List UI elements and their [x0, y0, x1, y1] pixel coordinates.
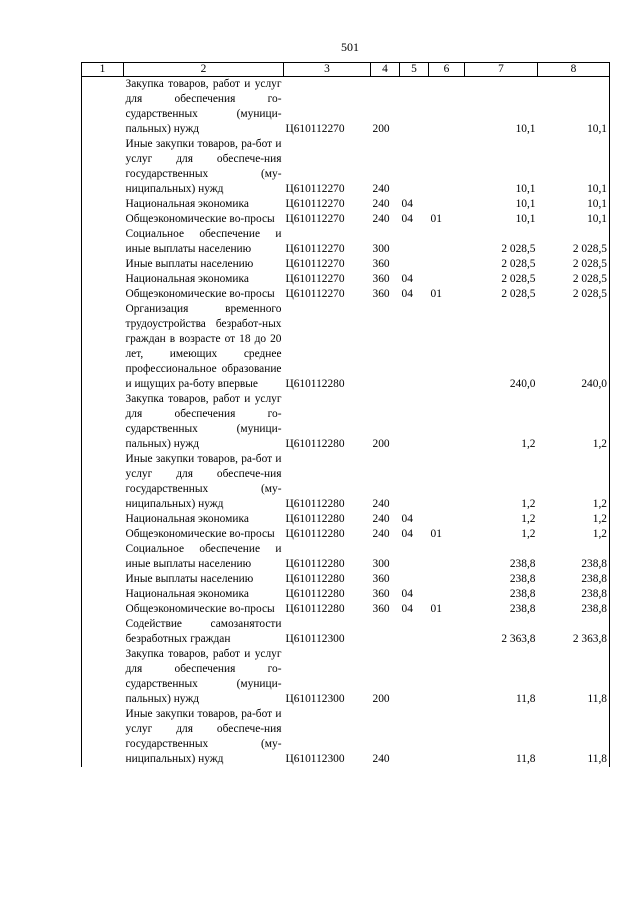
section-code: 04 — [401, 588, 413, 600]
amount-2022: 10,1 — [538, 137, 610, 197]
section-code — [400, 392, 429, 452]
amount-2021: 10,1 — [515, 198, 536, 210]
amount-2021: 11,8 — [515, 753, 536, 765]
amount-2022: 2 028,5 — [538, 227, 610, 257]
amount-2021: 2 363,8 — [501, 633, 536, 645]
amount-2022: 11,8 — [538, 707, 610, 767]
subsection-code — [429, 257, 465, 272]
expense-name: Иные выплаты населению — [125, 258, 254, 270]
header-col-4: 4 — [371, 63, 400, 77]
expense-type: 200 — [372, 123, 390, 135]
amount-2021: 1,2 — [521, 438, 536, 450]
row-spacer — [82, 602, 124, 617]
header-col-7: 7 — [465, 63, 538, 77]
expense-type: 240 — [372, 213, 390, 225]
expense-type: 200 — [372, 438, 390, 450]
expense-name: Закупка товаров, работ и услуг для обеспечения го-сударственных (муници-пальных) нужд — [125, 393, 282, 450]
section-code: 04 — [401, 198, 413, 210]
expense-name: Национальная экономика — [125, 513, 249, 525]
table-row — [82, 227, 610, 257]
table-body — [82, 77, 610, 768]
row-spacer — [82, 272, 124, 287]
page-number: 501 — [341, 40, 359, 54]
row-spacer — [82, 197, 124, 212]
amount-2022: 238,8 — [538, 587, 610, 602]
expense-name: Национальная экономика — [125, 198, 249, 210]
section-code — [400, 707, 429, 767]
expense-type: 240 — [372, 183, 390, 195]
amount-2022: 1,2 — [538, 512, 610, 527]
amount-2021: 240,0 — [509, 378, 536, 390]
expense-type: 240 — [372, 498, 390, 510]
target-code: Ц610112270 — [285, 183, 345, 195]
table-row — [82, 287, 610, 302]
table-row — [82, 302, 610, 392]
amount-2022: 11,8 — [538, 647, 610, 707]
amount-2021: 2 028,5 — [501, 273, 536, 285]
table-row — [82, 572, 610, 587]
target-code: Ц610112280 — [285, 573, 345, 585]
row-spacer — [82, 647, 124, 707]
header-col-5: 5 — [400, 63, 429, 77]
table-row — [82, 707, 610, 767]
target-code: Ц610112280 — [285, 603, 345, 615]
header-col-3: 3 — [284, 63, 371, 77]
table-row — [82, 452, 610, 512]
subsection-code — [429, 647, 465, 707]
section-code — [400, 227, 429, 257]
expense-type — [371, 302, 400, 392]
table-row — [82, 542, 610, 572]
subsection-code: 01 — [430, 213, 442, 225]
target-code: Ц610112270 — [285, 123, 345, 135]
amount-2021: 10,1 — [515, 123, 536, 135]
expense-type: 240 — [372, 753, 390, 765]
section-code — [400, 302, 429, 392]
subsection-code — [429, 392, 465, 452]
expense-type: 300 — [372, 558, 390, 570]
row-spacer — [82, 77, 124, 138]
subsection-code — [429, 302, 465, 392]
expense-type: 360 — [372, 288, 390, 300]
subsection-code — [429, 227, 465, 257]
expense-name: Закупка товаров, работ и услуг для обеспечения го-сударственных (муници-пальных) нужд — [125, 648, 282, 705]
expense-type: 360 — [372, 603, 390, 615]
expense-name: Организация временного трудоустройства безработ-ных граждан в возрасте от 18 до 20 лет, имеющих среднее профессиональное образование и ищущих ра-боту впервые — [125, 303, 282, 390]
expense-type: 300 — [372, 243, 390, 255]
expense-name: Социальное обеспечение и иные выплаты населению — [125, 543, 282, 570]
section-code — [400, 572, 429, 587]
amount-2021: 238,8 — [509, 558, 536, 570]
subsection-code — [429, 512, 465, 527]
target-code: Ц610112280 — [285, 528, 345, 540]
expense-name: Общеэкономические во-просы — [125, 528, 275, 540]
expense-type: 360 — [372, 258, 390, 270]
expense-type: 360 — [372, 573, 390, 585]
amount-2022: 10,1 — [538, 197, 610, 212]
row-spacer — [82, 137, 124, 197]
section-code — [400, 647, 429, 707]
expense-name: Общеэкономические во-просы — [125, 288, 275, 300]
amount-2022: 238,8 — [538, 602, 610, 617]
table-row — [82, 512, 610, 527]
row-spacer — [82, 302, 124, 392]
header-col-6: 6 — [429, 63, 465, 77]
section-code — [400, 452, 429, 512]
amount-2022: 238,8 — [538, 542, 610, 572]
expense-name: Иные закупки товаров, ра-бот и услуг для обеспече-ния государственных (му-ниципальных) нужд — [125, 138, 282, 195]
amount-2022: 2 028,5 — [538, 257, 610, 272]
row-spacer — [82, 257, 124, 272]
row-spacer — [82, 587, 124, 602]
subsection-code — [429, 542, 465, 572]
expense-name: Иные закупки товаров, ра-бот и услуг для обеспече-ния государственных (му-ниципальных) нужд — [125, 453, 282, 510]
section-code — [400, 617, 429, 647]
row-spacer — [82, 572, 124, 587]
header-col-8: 8 — [538, 63, 610, 77]
budget-table — [81, 62, 610, 767]
expense-name: Общеэкономические во-просы — [125, 603, 275, 615]
amount-2021: 2 028,5 — [501, 258, 536, 270]
header-col-1: 1 — [82, 63, 124, 77]
target-code: Ц610112280 — [285, 378, 345, 390]
amount-2021: 238,8 — [509, 588, 536, 600]
target-code: Ц610112280 — [285, 438, 345, 450]
row-spacer — [82, 527, 124, 542]
amount-2022: 1,2 — [538, 392, 610, 452]
table-row — [82, 212, 610, 227]
section-code — [400, 542, 429, 572]
expense-name: Национальная экономика — [125, 273, 249, 285]
row-spacer — [82, 512, 124, 527]
amount-2022: 2 363,8 — [538, 617, 610, 647]
expense-name: Закупка товаров, работ и услуг для обеспечения го-сударственных (муници-пальных) нужд — [125, 78, 282, 135]
table-row — [82, 527, 610, 542]
target-code: Ц610112270 — [285, 243, 345, 255]
section-code: 04 — [401, 213, 413, 225]
row-spacer — [82, 452, 124, 512]
target-code: Ц610112300 — [285, 633, 345, 645]
amount-2022: 238,8 — [538, 572, 610, 587]
subsection-code: 01 — [430, 288, 442, 300]
row-spacer — [82, 707, 124, 767]
amount-2021: 10,1 — [515, 183, 536, 195]
table-row — [82, 647, 610, 707]
subsection-code: 01 — [430, 528, 442, 540]
table-row — [82, 197, 610, 212]
amount-2022: 10,1 — [538, 77, 610, 138]
row-spacer — [82, 212, 124, 227]
target-code: Ц610112270 — [285, 273, 345, 285]
expense-name: Национальная экономика — [125, 588, 249, 600]
section-code: 04 — [401, 513, 413, 525]
table-row — [82, 257, 610, 272]
target-code: Ц610112300 — [285, 753, 345, 765]
expense-name: Иные выплаты населению — [125, 573, 254, 585]
section-code: 04 — [401, 288, 413, 300]
row-spacer — [82, 227, 124, 257]
table-row — [82, 617, 610, 647]
target-code: Ц610112270 — [285, 198, 345, 210]
amount-2022: 1,2 — [538, 527, 610, 542]
amount-2021: 11,8 — [515, 693, 536, 705]
amount-2021: 1,2 — [521, 528, 536, 540]
amount-2021: 238,8 — [509, 603, 536, 615]
subsection-code: 01 — [430, 603, 442, 615]
amount-2021: 10,1 — [515, 213, 536, 225]
amount-2022: 240,0 — [538, 302, 610, 392]
amount-2022: 1,2 — [538, 452, 610, 512]
amount-2021: 1,2 — [521, 513, 536, 525]
amount-2022: 2 028,5 — [538, 272, 610, 287]
subsection-code — [429, 77, 465, 138]
expense-type — [371, 617, 400, 647]
expense-type: 200 — [372, 693, 390, 705]
target-code: Ц610112270 — [285, 258, 345, 270]
amount-2021: 1,2 — [521, 498, 536, 510]
section-code — [400, 137, 429, 197]
expense-name: Содействие самозанятости безработных граждан — [125, 618, 282, 645]
row-spacer — [82, 392, 124, 452]
table-row — [82, 587, 610, 602]
amount-2022: 2 028,5 — [538, 287, 610, 302]
expense-type: 240 — [372, 513, 390, 525]
target-code: Ц610112280 — [285, 558, 345, 570]
row-spacer — [82, 287, 124, 302]
header-row — [82, 63, 610, 77]
amount-2021: 238,8 — [509, 573, 536, 585]
subsection-code — [429, 617, 465, 647]
amount-2021: 2 028,5 — [501, 288, 536, 300]
expense-name: Общеэкономические во-просы — [125, 213, 275, 225]
section-code: 04 — [401, 528, 413, 540]
target-code: Ц610112280 — [285, 513, 345, 525]
target-code: Ц610112270 — [285, 288, 345, 300]
target-code: Ц610112270 — [285, 213, 345, 225]
expense-name: Иные закупки товаров, ра-бот и услуг для обеспече-ния государственных (му-ниципальных) нужд — [125, 708, 282, 765]
subsection-code — [429, 587, 465, 602]
amount-2022: 10,1 — [538, 212, 610, 227]
row-spacer — [82, 542, 124, 572]
expense-name: Социальное обеспечение и иные выплаты населению — [125, 228, 282, 255]
table-row — [82, 77, 610, 138]
target-code: Ц610112280 — [285, 498, 345, 510]
section-code: 04 — [401, 273, 413, 285]
subsection-code — [429, 572, 465, 587]
subsection-code — [429, 452, 465, 512]
subsection-code — [429, 137, 465, 197]
amount-2021: 2 028,5 — [501, 243, 536, 255]
target-code: Ц610112300 — [285, 693, 345, 705]
table-row — [82, 602, 610, 617]
table-row — [82, 137, 610, 197]
expense-type: 360 — [372, 588, 390, 600]
row-spacer — [82, 617, 124, 647]
section-code — [400, 257, 429, 272]
expense-type: 240 — [372, 198, 390, 210]
target-code: Ц610112280 — [285, 588, 345, 600]
expense-type: 360 — [372, 273, 390, 285]
subsection-code — [429, 272, 465, 287]
section-code: 04 — [401, 603, 413, 615]
subsection-code — [429, 707, 465, 767]
header-col-2: 2 — [124, 63, 284, 77]
subsection-code — [429, 197, 465, 212]
expense-type: 240 — [372, 528, 390, 540]
table-row — [82, 392, 610, 452]
section-code — [400, 77, 429, 138]
table-row — [82, 272, 610, 287]
